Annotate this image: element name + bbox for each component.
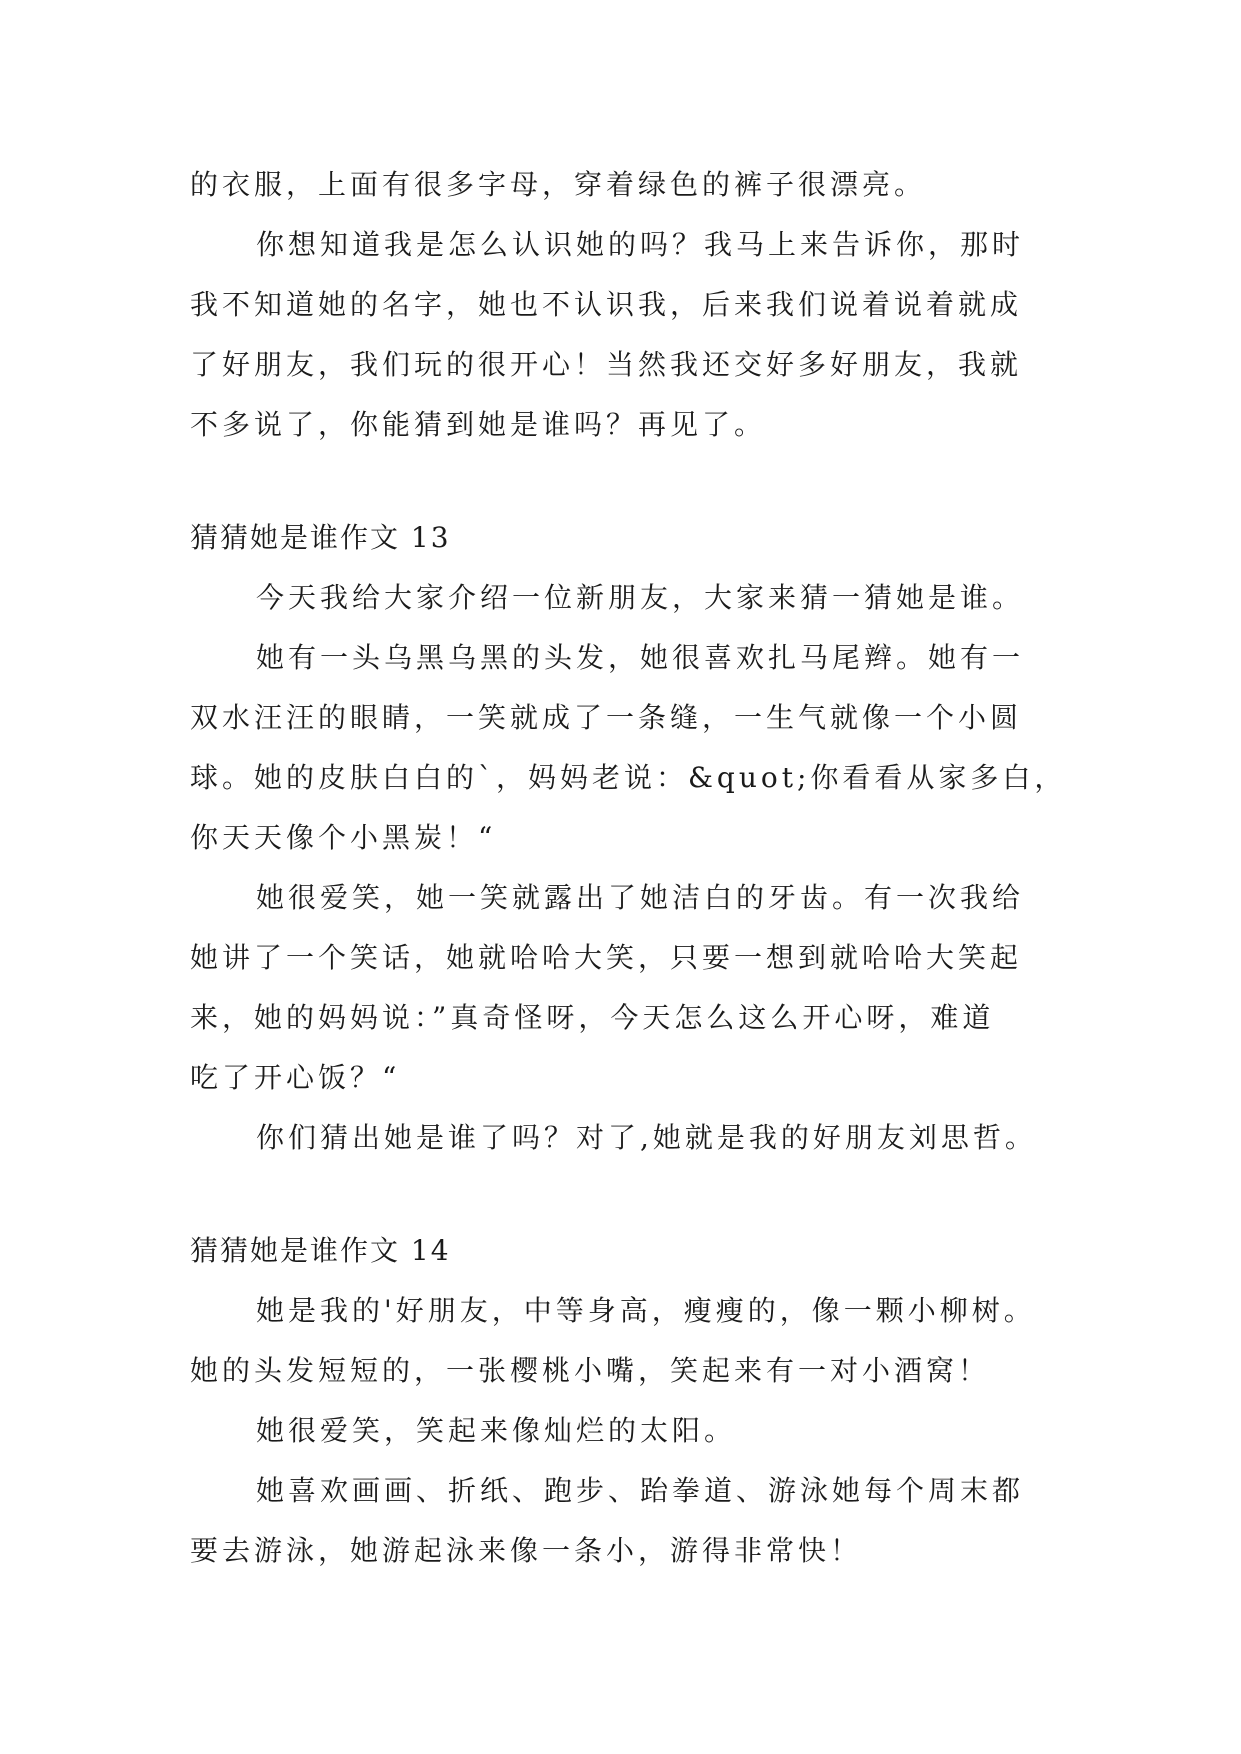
section-heading: 猜猜她是谁作文 13: [190, 521, 451, 554]
text-line: 她的头发短短的，一张樱桃小嘴，笑起来有一对小酒窝！: [190, 1354, 991, 1387]
section-heading: 猜猜她是谁作文 14: [190, 1234, 451, 1267]
paragraph-first-line: 她很爱笑，笑起来像灿烂的太阳。: [256, 1414, 737, 1447]
text-line: 要去游泳，她游起泳来像一条小，游得非常快！: [190, 1534, 863, 1567]
text-line: 的衣服，上面有很多字母，穿着绿色的裤子很漂亮。: [190, 168, 927, 201]
paragraph-first-line: 你们猜出她是谁了吗？对了,她就是我的好朋友刘思哲。: [256, 1121, 1037, 1154]
text-line: 吃了开心饭？“: [190, 1061, 401, 1094]
paragraph-first-line: 她喜欢画画、折纸、跑步、跆拳道、游泳她每个周末都: [256, 1474, 1025, 1507]
text-line: 我不知道她的名字，她也不认识我，后来我们说着说着就成: [190, 288, 1023, 321]
paragraph-first-line: 今天我给大家介绍一位新朋友，大家来猜一猜她是谁。: [256, 581, 1025, 614]
text-line: 她讲了一个笑话，她就哈哈大笑，只要一想到就哈哈大笑起: [190, 941, 1023, 974]
paragraph-first-line: 她很爱笑，她一笑就露出了她洁白的牙齿。有一次我给: [256, 881, 1025, 914]
text-line: 双水汪汪的眼睛，一笑就成了一条缝，一生气就像一个小圆: [190, 701, 1023, 734]
paragraph-first-line: 你想知道我是怎么认识她的吗？我马上来告诉你，那时: [256, 228, 1025, 261]
text-line: 球。她的皮肤白白的`，妈妈老说：&quot;你看看从家多白，: [190, 761, 1067, 794]
paragraph-first-line: 她是我的'好朋友，中等身高，瘦瘦的，像一颗小柳树。: [256, 1294, 1036, 1327]
text-line: 不多说了，你能猜到她是谁吗？再见了。: [190, 408, 767, 441]
text-line: 了好朋友，我们玩的很开心！当然我还交好多好朋友，我就: [190, 348, 1023, 381]
paragraph-first-line: 她有一头乌黑乌黑的头发，她很喜欢扎马尾辫。她有一: [256, 641, 1025, 674]
text-line: 你天天像个小黑炭！“: [190, 821, 497, 854]
text-line: 来，她的妈妈说：”真奇怪呀，今天怎么这么开心呀，难道: [190, 1001, 995, 1034]
